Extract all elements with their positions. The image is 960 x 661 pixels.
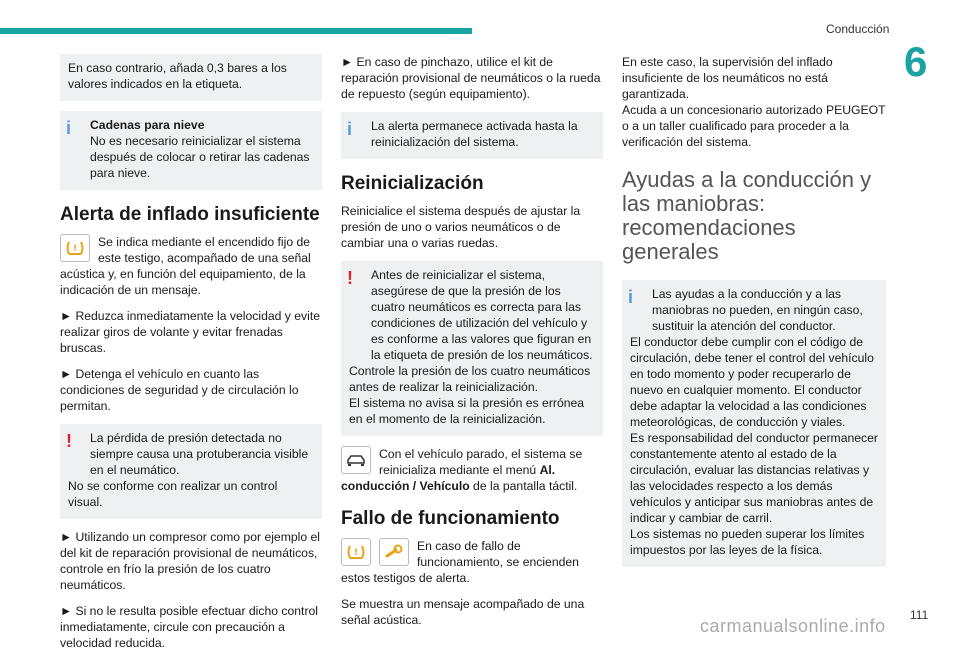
heading-driving-aids: Ayudas a la conducción y las maniobras: recomendaciones generales [622, 167, 872, 264]
malfunction-description: En caso de fallo de funcionamiento, se encienden estos testigos de alerta. [341, 539, 579, 585]
instruction-puncture: ► En caso de pinchazo, utilice el kit de reparación provisional de neumáticos o la rueda de repuesto (según equipamiento). [341, 55, 601, 101]
warning-text: Controle la presión de los cuatro neumáticos antes de realizar la reinicialización. [349, 364, 591, 394]
heading-alert: Alerta de inflado insuficiente [60, 204, 320, 225]
reinit-description: Reinicialice el sistema después de ajustar la presión de uno o varios neumáticos o de cambiar una o varias ruedas. [341, 204, 581, 250]
column-1 [60, 54, 322, 661]
warning-text: El sistema no avisa si la presión es errónea en el momento de la reinicialización. [349, 396, 585, 426]
column-3 [622, 54, 886, 577]
car-icon [341, 446, 371, 474]
reinit-menu-text-end: de la pantalla táctil. [469, 479, 578, 493]
warning-text: No se conforme con realizar un control visual. [68, 479, 278, 509]
menu-path: Al. conducción / Vehículo [341, 463, 556, 493]
info-text: La alerta permanece activada hasta la reinicialización del sistema. [371, 119, 578, 149]
svg-text:!: ! [353, 548, 359, 558]
section-title: Conducción [826, 22, 890, 36]
info-text: Es responsabilidad del conductor permanecer constantemente atento al estado de la circulación, evaluar las distancias relativas y las velocidades respecto a los demás vehículos y anticipar sus maniobras antes de indicar y cambiar de carril. [630, 431, 878, 525]
warning-box-reinit [341, 261, 603, 436]
tyre-pressure-warning-icon [341, 538, 371, 566]
page-number: 111 [910, 608, 929, 622]
column-2 [341, 54, 603, 638]
info-icon: i [628, 287, 634, 307]
instruction-reduce-speed: ► Reduzca inmediatamente la velocidad y evite realizar giros de volante y evitar frenadas bruscas. [60, 309, 321, 355]
info-text: El conductor debe cumplir con el código de circulación, debe tener el control del vehículo en todo momento y poder recuperarlo de nuevo en cualquier momento. El conductor debe adaptar la velocidad a las condiciones meteorológicas, de conducción y viales. [630, 335, 874, 429]
warning-icon: ! [347, 268, 353, 288]
info-box-driving-aids [622, 280, 886, 567]
warning-text: La pérdida de presión detectada no siempre causa una protuberancia visible en el neumático. [90, 431, 309, 477]
dealer-note: Acuda a un concesionario autorizado PEUGEOT o a un taller cualificado para proceder a la verificación del sistema. [622, 103, 886, 149]
instruction-compressor: ► Utilizando un compresor como por ejemplo el del kit de reparación provisional de neumáticos, controle en frío la presión de los cuatro neumáticos. [60, 530, 320, 592]
info-text: Las ayudas a la conducción y a las maniobras no pueden, en ningún caso, sustituir la atención del conductor. [652, 287, 863, 333]
header-bar [0, 28, 472, 34]
heading-reinit: Reinicialización [341, 173, 484, 194]
tyre-pressure-warning-icon [60, 234, 90, 262]
heading-malfunction: Fallo de funcionamiento [341, 508, 560, 529]
alert-description: Se indica mediante el encendido fijo de este testigo, acompañado de una señal acústica y, en función del equipamiento, de la indicación de un mensaje. [60, 235, 311, 297]
info-icon: i [66, 118, 72, 138]
note-text: En caso contrario, añada 0,3 bares a los valores indicados en la etiqueta. [68, 61, 287, 91]
info-box-alert [341, 112, 603, 159]
instruction-stop: ► Detenga el vehículo en cuanto las condiciones de seguridad y de circulación lo permitan. [60, 367, 299, 413]
instruction-drive-slowly: ► Si no le resulta posible efectuar dicho control inmediatamente, circule con precaución a velocidad reducida. [60, 604, 318, 650]
supervision-note: En este caso, la supervisión del inflado insuficiente de los neumáticos no está garantizada. [622, 55, 833, 101]
warning-box-pressure [60, 424, 322, 519]
info-text: Los sistemas no pueden superar los límites impuestos por las leyes de la física. [630, 527, 865, 557]
svg-text:!: ! [72, 244, 78, 254]
info-text: No es necesario reinicializar el sistema después de colocar o retirar las cadenas para nieve. [90, 134, 310, 180]
malfunction-message: Se muestra un mensaje acompañado de una señal acústica. [341, 597, 585, 627]
reinit-menu-text: Con el vehículo parado, el sistema se reinicializa mediante el menú [379, 447, 583, 477]
chapter-number: 6 [904, 38, 928, 85]
note-box [60, 54, 322, 101]
info-title: Cadenas para nieve [90, 118, 205, 132]
warning-text: Antes de reinicializar el sistema, asegúrese de que la presión de los cuatro neumáticos es correcta para las condiciones de utilización del vehículo y es conforme a las valores que figuran en la etiqueta de presión de los neumáticos. [371, 268, 593, 362]
watermark: carmanualsonline.info [700, 616, 886, 636]
wrench-icon [379, 538, 409, 566]
info-box-snow-chains [60, 111, 322, 190]
info-icon: i [347, 119, 353, 139]
warning-icon: ! [66, 431, 72, 451]
